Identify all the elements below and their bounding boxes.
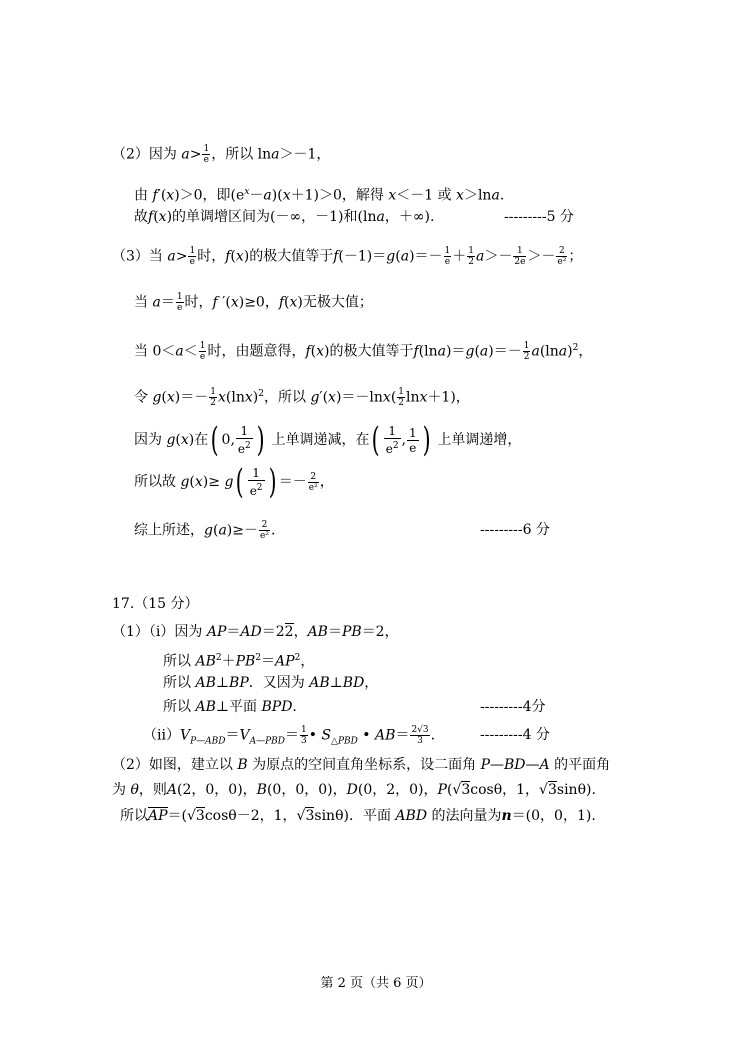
part3-line5: 因为 g(x)在( 0, $\frac{1}{e^2}$ ) 上单调递减，在( $\frac{1}{e^2}$ , $\frac{1}{e}$ ) 上单调递增， <box>134 420 522 460</box>
part3-line4: 令 g(x)＝－ $\frac{1}{2}$ $x(\ln x)^2$，所以 g′(x)＝－lnx( $\frac{1}{2}$ lnx＋1)， <box>134 387 470 409</box>
part3-line7: 综上所述，g(a)≥－ $\frac{2}{\text{e²}}$ . <box>134 520 276 541</box>
part3-score: ---------6 分 <box>480 522 550 538</box>
part3-line1: （3）当 a> $\frac{1}{e}$ 时，f(x)的极大值等于f(－1)＝g(a)＝－ $\frac{1}{e}$ ＋ $\frac{1}{2}$ a＞－ $\frac{1}{2e}$ ＞－ $\frac{2}{\text{e²}}$ ； <box>112 246 583 267</box>
part3-line6: 所以故 g(x)≥ g( $\frac{1}{e^2}$ ) ＝－ $\frac{2}{\text{e²}}$ ， <box>134 462 334 502</box>
q17-score1: ---------4分 <box>480 699 546 715</box>
part3-line2: 当 a＝ $\frac{1}{e}$ 时，f ′(x)≥0，f(x)无极大值； <box>134 292 373 313</box>
part2-line1: （2）因为 a> $\frac{1}{e}$ ，所以 lna＞－1， <box>112 144 331 165</box>
part2-score: ---------5 分 <box>504 209 574 225</box>
part2-line3: 故f(x)的单调增区间为(－∞，－1)和(lna，＋∞). <box>134 209 435 225</box>
part3-line3: 当 0＜a＜ $\frac{1}{e}$ 时，由题意得，f(x)的极大值等于f(lna)＝g(a)＝－ $\frac{1}{2}$ $a(\ln a)^2$， <box>134 341 593 363</box>
q17-part2-line1: （2）如图，建立以 B 为原点的空间直角坐标系，设二面角 P—BD—A 的平面角 <box>112 757 611 773</box>
q17-part2-line3: 所以AP＝(√3cosθ－2，1，√3sinθ)．平面 ABD 的法向量为n＝(0，0，1). <box>120 808 596 824</box>
q17-heading: 17.（15 分） <box>112 596 199 612</box>
part2-line2: 由 f′(x)＞0，即$(e^x-a)(x+1)>0$，解得 x＜－1 或 x＞lna. <box>134 187 505 204</box>
q17-part1-line2: 所以 $AB^2+PB^2=AP^2$， <box>163 653 315 670</box>
q17-part1-ii: $(ii)V_{P—ABD}=V_{A—PBD}=$ $\frac{1}{3}$ • $S_{\triangle PBD}$ • AB＝ $\frac{2√3}{3}$ . <box>143 725 436 747</box>
q17-part2-line2: 为 θ，则A(2，0，0)，B(0，0，0)，D(0，2，0)，P(√3cosθ，1，√3sinθ). <box>112 782 596 798</box>
page-footer: 第 2 页（共 6 页） <box>320 976 432 991</box>
q17-score2: ---------4 分 <box>480 727 550 743</box>
q17-part1-line3: 所以 AB⊥BP．又因为 AB⊥BD， <box>163 675 379 691</box>
q17-part1-line1: （1）（i）因为 AP＝AD＝22，AB＝PB＝2， <box>112 624 399 640</box>
q17-part1-line4: 所以 AB⊥平面 BPD. <box>163 699 297 715</box>
